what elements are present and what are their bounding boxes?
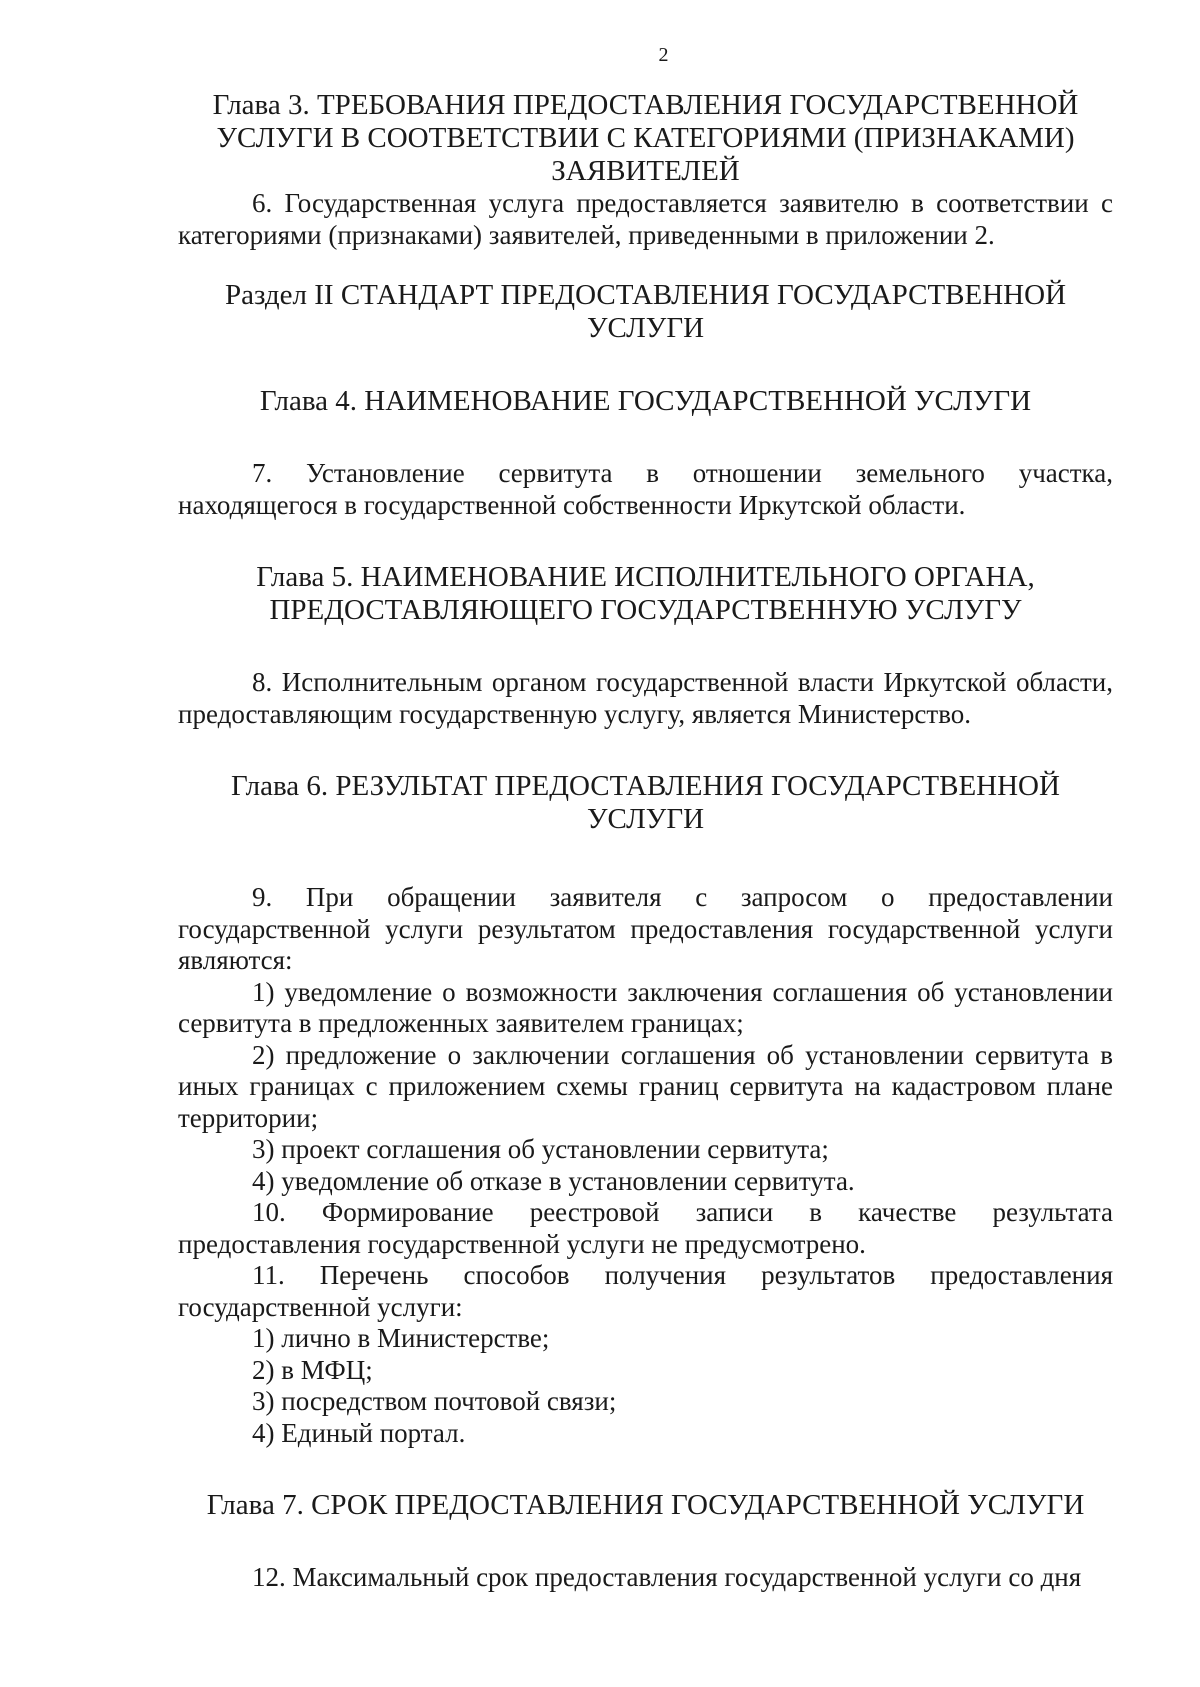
chapter-6-title-line-1: Глава 6. РЕЗУЛЬТАТ ПРЕДОСТАВЛЕНИЯ ГОСУДАРСТВЕННОЙ bbox=[231, 770, 1060, 802]
chapter-4-title bbox=[178, 385, 1113, 418]
chapter-5-title-line-1: Глава 5. НАИМЕНОВАНИЕ ИСПОЛНИТЕЛЬНОГО ОРГАНА, bbox=[256, 561, 1035, 593]
page-number: 2 bbox=[658, 44, 669, 66]
paragraph-9-item-1: 1) уведомление о возможности заключения соглашения об установлении сервитута в предложенных заявителем границах; bbox=[178, 976, 1113, 1038]
paragraph-11-item-4: 4) Единый портал. bbox=[252, 1417, 466, 1448]
paragraph-12: 12. Максимальный срок предоставления государственной услуги со дня bbox=[252, 1562, 1082, 1592]
paragraph-9: 9. При обращении заявителя с запросом о предоставлении государственной услуги результатом предоставления государственной услуги являются: bbox=[178, 882, 1113, 975]
section-2-title bbox=[178, 279, 1113, 345]
paragraph-9-item-3: 3) проект соглашения об установлении сервитута; bbox=[252, 1134, 829, 1164]
chapter-7-title-line-1: Глава 7. СРОК ПРЕДОСТАВЛЕНИЯ ГОСУДАРСТВЕННОЙ УСЛУГИ bbox=[206, 1489, 1085, 1521]
paragraph-9-item-4: 4) уведомление об отказе в установлении сервитута. bbox=[252, 1165, 855, 1196]
chapter-3-title bbox=[178, 89, 1113, 188]
chapter-7-title bbox=[178, 1489, 1113, 1522]
chapter-6-title bbox=[178, 770, 1113, 836]
chapter-3-title-line-1: Глава 3. ТРЕБОВАНИЯ ПРЕДОСТАВЛЕНИЯ ГОСУДАРСТВЕННОЙ bbox=[212, 89, 1079, 121]
paragraph-6: 6. Государственная услуга предоставляется заявителю в соответствии с категориями (признаками) заявителей, приведенными в приложении 2. bbox=[178, 188, 1113, 250]
chapter-3-title-line-2: УСЛУГИ В СООТВЕТСТВИИ С КАТЕГОРИЯМИ (ПРИЗНАКАМИ) bbox=[216, 122, 1075, 154]
paragraph-9-item-2: 2) предложение о заключении соглашения об установлении сервитута в иных границах с приложением схемы границ сервитута на кадастровом плане территории; bbox=[178, 1039, 1113, 1133]
section-2-title-line-1: Раздел II СТАНДАРТ ПРЕДОСТАВЛЕНИЯ ГОСУДАРСТВЕННОЙ bbox=[224, 279, 1067, 311]
paragraph-11-item-3: 3) посредством почтовой связи; bbox=[252, 1386, 617, 1416]
chapter-5-title bbox=[178, 561, 1113, 627]
chapter-5-title-line-2: ПРЕДОСТАВЛЯЮЩЕГО ГОСУДАРСТВЕННУЮ УСЛУГУ bbox=[269, 594, 1022, 626]
paragraph-11: 11. Перечень способов получения результатов предоставления государственной услуги: bbox=[178, 1260, 1113, 1322]
paragraph-11-item-1: 1) лично в Министерстве; bbox=[252, 1323, 550, 1353]
chapter-4-title-line-1: Глава 4. НАИМЕНОВАНИЕ ГОСУДАРСТВЕННОЙ УСЛУГИ bbox=[259, 385, 1032, 417]
chapter-6-title-line-2: УСЛУГИ bbox=[586, 803, 705, 835]
paragraph-8: 8. Исполнительным органом государственной власти Иркутской области, предоставляющим государственную услугу, является Министерство. bbox=[178, 667, 1113, 729]
section-2-title-line-2: УСЛУГИ bbox=[586, 312, 705, 344]
paragraph-11-item-2: 2) в МФЦ; bbox=[252, 1354, 373, 1385]
document-page bbox=[178, 44, 1113, 1594]
paragraph-7: 7. Установление сервитута в отношении земельного участка, находящегося в государственной собственности Иркутской области. bbox=[178, 458, 1113, 520]
paragraph-10: 10. Формирование реестровой записи в качестве результата предоставления государственной услуги не предусмотрено. bbox=[178, 1197, 1113, 1259]
chapter-3-title-line-3: ЗАЯВИТЕЛЕЙ bbox=[551, 155, 740, 187]
